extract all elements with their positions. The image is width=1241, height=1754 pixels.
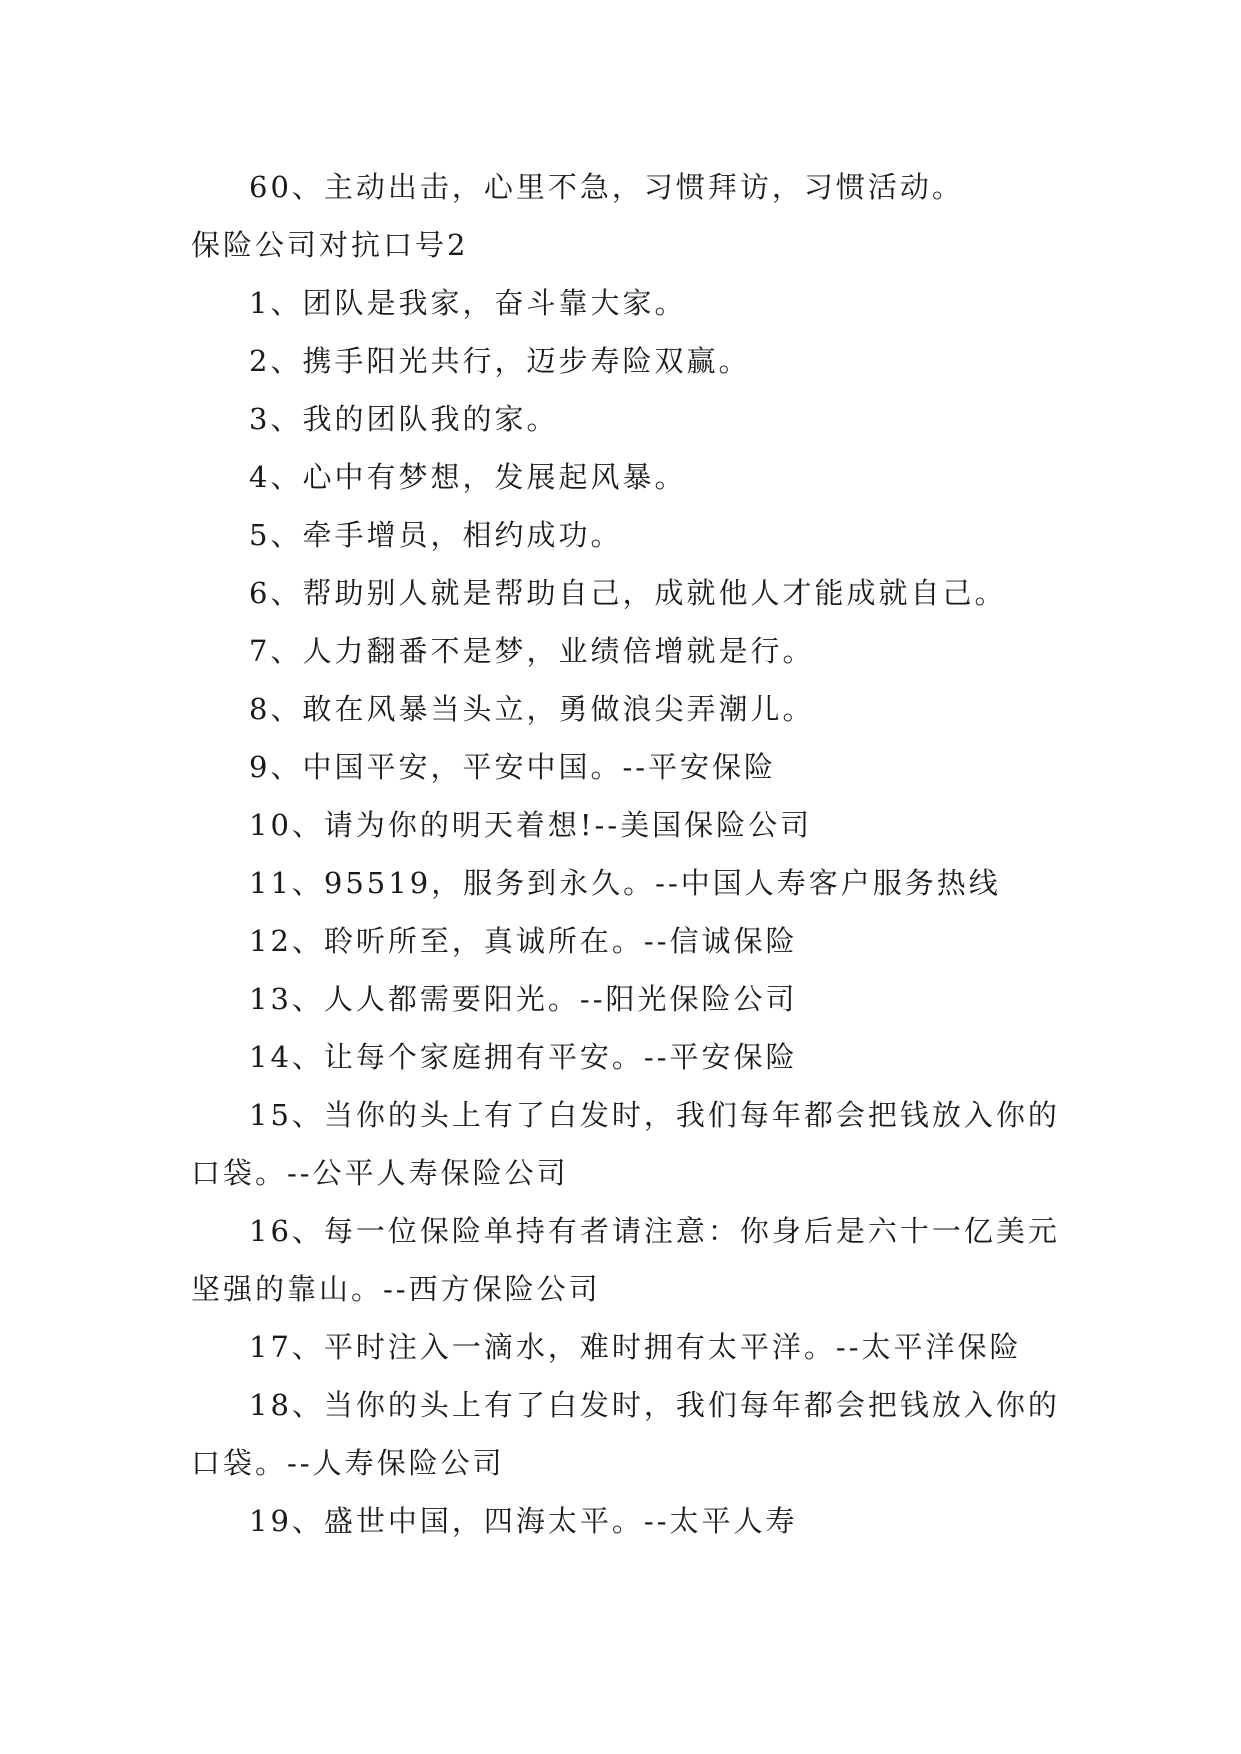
slogan-19: 19、盛世中国，四海太平。--太平人寿 — [249, 1504, 798, 1538]
slogan-13: 13、人人都需要阳光。--阳光保险公司 — [249, 982, 798, 1016]
slogan-7: 7、人力翻番不是梦，业绩倍增就是行。 — [249, 634, 815, 668]
slogan-6: 6、帮助别人就是帮助自己，成就他人才能成就自己。 — [249, 576, 1007, 610]
slogan-2: 2、携手阳光共行，迈步寿险双赢。 — [249, 344, 751, 378]
slogan-1: 1、团队是我家，奋斗靠大家。 — [249, 286, 687, 320]
slogan-8: 8、敢在风暴当头立，勇做浪尖弄潮儿。 — [249, 692, 815, 726]
slogan-3: 3、我的团队我的家。 — [249, 402, 559, 436]
slogan-9: 9、中国平安，平安中国。--平安保险 — [249, 750, 777, 784]
slogan-14: 14、让每个家庭拥有平安。--平安保险 — [249, 1040, 798, 1074]
slogan-5: 5、牵手增员，相约成功。 — [249, 518, 623, 552]
slogan-15: 15、当你的头上有了白发时，我们每年都会把钱放入你的口袋。--公平人寿保险公司 — [191, 1098, 1060, 1190]
slogan-11: 11、95519，服务到永久。--中国人寿客户服务热线 — [249, 866, 1001, 900]
slogan-16: 16、每一位保险单持有者请注意：你身后是六十一亿美元坚强的靠山。--西方保险公司 — [191, 1214, 1060, 1306]
slogan-4: 4、心中有梦想，发展起风暴。 — [249, 460, 687, 494]
slogan-18: 18、当你的头上有了白发时，我们每年都会把钱放入你的口袋。--人寿保险公司 — [191, 1388, 1060, 1480]
slogan-10: 10、请为你的明天着想!--美国保险公司 — [249, 808, 813, 842]
slogan-12: 12、聆听所至，真诚所在。--信诚保险 — [249, 924, 798, 958]
slogan-17: 17、平时注入一滴水，难时拥有太平洋。--太平洋保险 — [249, 1330, 1022, 1364]
paragraph-60: 60、主动出击，心里不急，习惯拜访，习惯活动。 — [249, 170, 964, 204]
document-body — [191, 158, 1061, 1550]
section-heading: 保险公司对抗口号2 — [191, 228, 469, 262]
